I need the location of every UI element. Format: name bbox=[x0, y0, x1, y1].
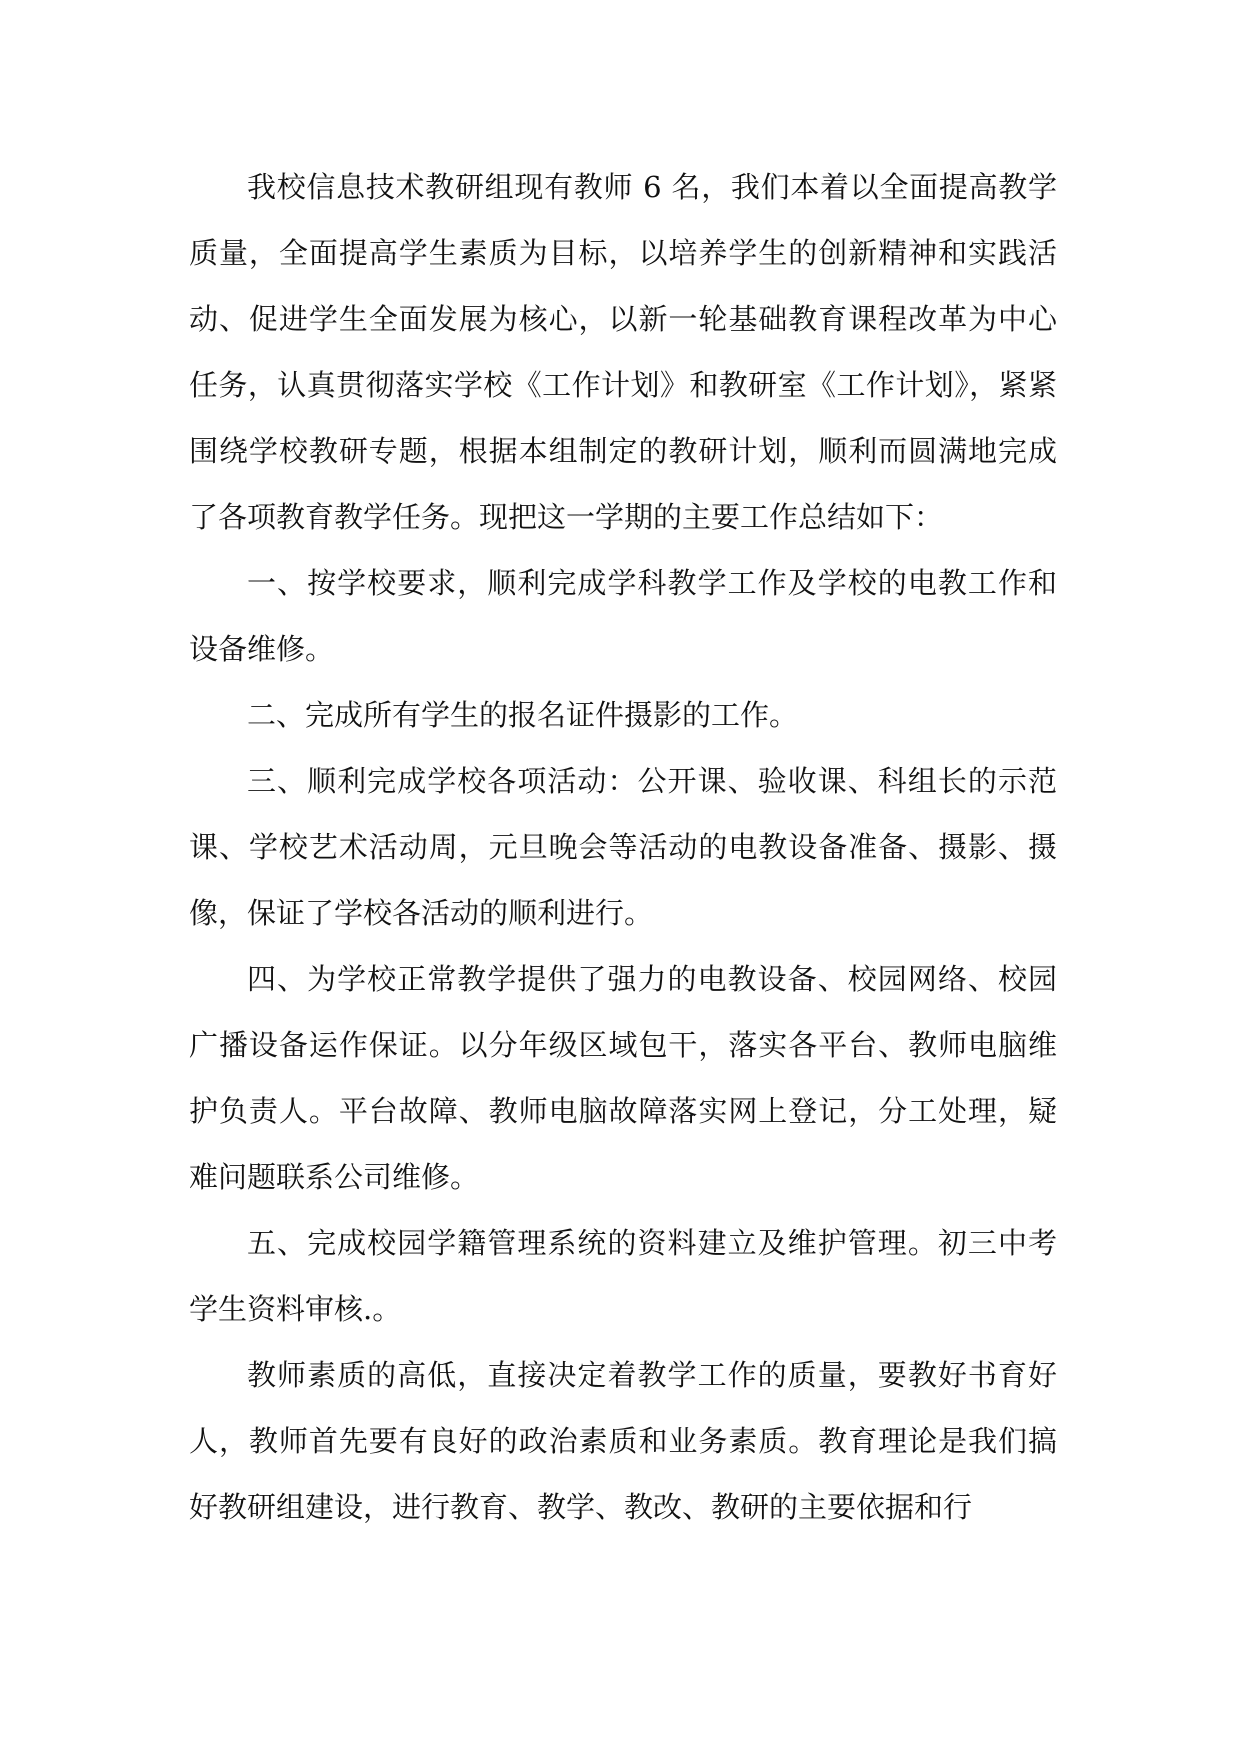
paragraph-item-4: 四、为学校正常教学提供了强力的电教设备、校园网络、校园广播设备运作保证。以分年级区域包干，落实各平台、教师电脑维护负责人。平台故障、教师电脑故障落实网上登记，分工处理，疑难问题联系公司维修。 bbox=[189, 962, 1057, 1194]
paragraph-intro: 我校信息技术教研组现有教师 6 名，我们本着以全面提高教学质量，全面提高学生素质为目标，以培养学生的创新精神和实践活动、促进学生全面发展为核心，以新一轮基础教育课程改革为中心任务，认真贯彻落实学校《工作计划》和教研室《工作计划》，紧紧围绕学校教研专题，根据本组制定的教研计划，顺利而圆满地完成了各项教育教学任务。现把这一学期的主要工作总结如下： bbox=[189, 170, 1057, 534]
paragraph-item-1: 一、按学校要求，顺利完成学科教学工作及学校的电教工作和设备维修。 bbox=[189, 566, 1057, 666]
paragraph-teacher-quality: 教师素质的高低，直接决定着教学工作的质量，要教好书育好人，教师首先要有良好的政治素质和业务素质。教育理论是我们搞好教研组建设，进行教育、教学、教改、教研的主要依据和行 bbox=[189, 1358, 1057, 1524]
document-body bbox=[189, 154, 1057, 1540]
paragraph-item-3: 三、顺利完成学校各项活动：公开课、验收课、科组长的示范课、学校艺术活动周，元旦晚会等活动的电教设备准备、摄影、摄像，保证了学校各活动的顺利进行。 bbox=[189, 764, 1057, 930]
paragraph-item-2: 二、完成所有学生的报名证件摄影的工作。 bbox=[247, 698, 799, 732]
paragraph-item-5: 五、完成校园学籍管理系统的资料建立及维护管理。初三中考学生资料审核.。 bbox=[189, 1226, 1057, 1326]
